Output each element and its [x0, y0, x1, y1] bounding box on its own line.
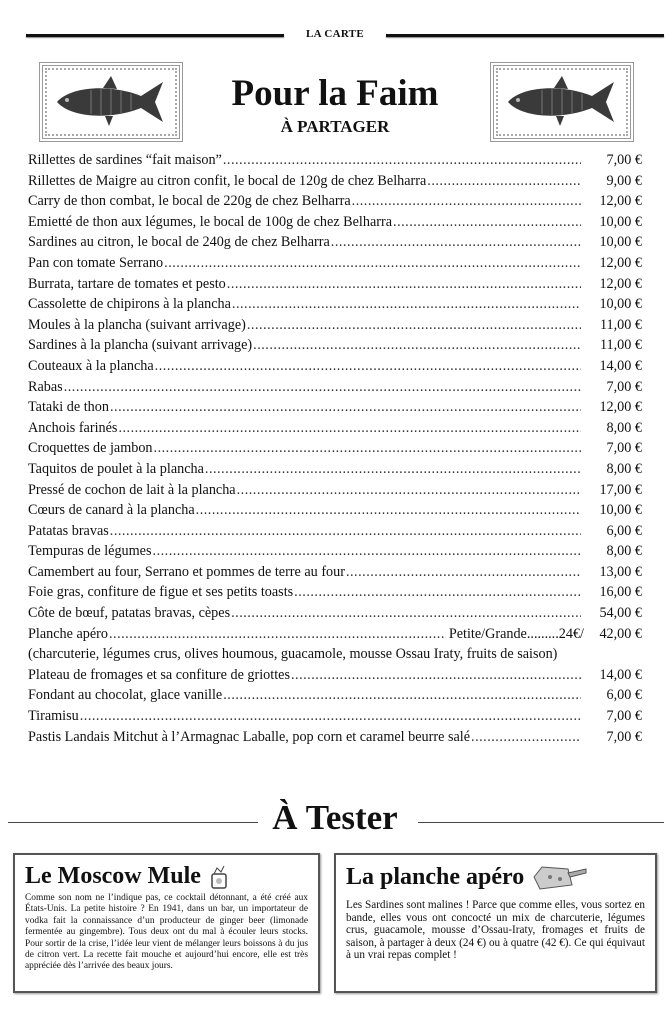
dot-leader [164, 255, 581, 272]
menu-item-price: 10,00 € [599, 213, 642, 230]
page-subtitle: À PARTAGER [280, 117, 390, 136]
menu-item-price: 10,00 € [599, 296, 642, 313]
menu-item [28, 255, 642, 276]
menu-item [28, 317, 642, 338]
moscow-mule-box [13, 853, 320, 993]
dot-leader [205, 461, 581, 478]
menu-item-name: (charcuterie, légumes crus, olives houmous, guacamole, mousse Ossau Iraty, fruits de saison) [28, 646, 558, 663]
dot-leader [247, 317, 581, 334]
dot-leader [80, 708, 581, 725]
menu-item [28, 214, 642, 235]
dot-leader [471, 729, 581, 746]
menu-item-name: Fondant au chocolat, glace vanille [28, 687, 223, 704]
dot-leader [294, 584, 581, 601]
menu-item [28, 193, 642, 214]
box-text: Comme son nom ne l’indique pas, ce cocktail détonnant, a été créé aux États-Unis. La petite histoire ? En 1941, dans un bar, un importateur de vodka fait la connaissance d’un producteur de ginger beer (limonade fermentée au gingembre). Tous deux ont du mal à écouler leurs stocks. Pour sortir de la crise, l’idée leur vient de mélanger leurs boissons à du jus de citron vert. La recette fait mouche et aujourd’hui encore, elle est très appréciée dès l’arrivée des beaux jours. [25, 893, 308, 972]
divider [386, 34, 664, 37]
menu-item [28, 440, 642, 461]
menu-item-name: Sardines à la plancha (suivant arrivage) [28, 337, 253, 354]
page-title: Pour la Faim [231, 73, 439, 114]
menu-item-name: Burrata, tartare de tomates et pesto [28, 275, 226, 292]
dot-leader [154, 440, 581, 457]
menu-item [28, 482, 642, 503]
menu-item-name: Anchois farinés [28, 419, 118, 436]
cheese-board-icon [532, 863, 588, 891]
dot-leader [223, 687, 581, 704]
menu-item-price: 17,00 € [599, 481, 642, 498]
menu-item [28, 584, 642, 605]
menu-item-price: 6,00 € [606, 687, 642, 704]
menu-list [28, 152, 642, 749]
menu-item-name: Sardines au citron, le bocal de 240g de chez Belharra [28, 234, 330, 251]
menu-item-price: 14,00 € [599, 357, 642, 374]
menu-item [28, 296, 642, 317]
menu-item-price: 14,00 € [599, 666, 642, 683]
menu-item-name: Cœurs de canard à la plancha [28, 502, 195, 519]
menu-item-name: Tiramisu [28, 708, 79, 725]
menu-item-price: 7,00 € [606, 708, 642, 725]
dot-leader [291, 667, 581, 684]
menu-item-price: 12,00 € [599, 193, 642, 210]
dot-leader [153, 543, 581, 560]
box-title: La planche apéro [346, 863, 525, 890]
dot-leader [118, 420, 581, 437]
menu-item [28, 461, 642, 482]
menu-item-name: Rillettes de sardines “fait maison” [28, 152, 222, 168]
dot-leader [393, 214, 581, 231]
header-bar [20, 28, 650, 44]
menu-item-size-options: Petite/Grande.........24€/ [448, 625, 584, 642]
menu-item-price: 10,00 € [599, 234, 642, 251]
menu-item-price: 11,00 € [599, 316, 642, 333]
menu-item [28, 729, 642, 750]
menu-item-name: Foie gras, confiture de figue et ses petits toasts [28, 584, 294, 601]
menu-item [28, 626, 642, 647]
menu-item-note [28, 646, 642, 667]
menu-item-price: 12,00 € [599, 254, 642, 271]
menu-item [28, 379, 642, 400]
menu-item-name: Planche apéro [28, 625, 108, 642]
menu-item [28, 502, 642, 523]
menu-item-price: 10,00 € [599, 502, 642, 519]
menu-item [28, 358, 642, 379]
menu-item-name: Emietté de thon aux légumes, le bocal de 100g de chez Belharra [28, 213, 393, 230]
menu-item-price: 16,00 € [599, 584, 642, 601]
dot-leader [110, 523, 581, 540]
menu-item-price: 13,00 € [599, 563, 642, 580]
menu-item-price: 9,00 € [606, 172, 642, 189]
menu-item-name: Tataki de thon [28, 399, 109, 416]
menu-item [28, 173, 642, 194]
menu-item-name: Pan con tomate Serrano [28, 254, 164, 271]
menu-item-name: Tempuras de légumes [28, 543, 152, 560]
dot-leader [237, 482, 581, 499]
dot-leader [155, 358, 581, 375]
dot-leader [196, 502, 581, 519]
menu-item-price: 7,00 € [606, 728, 642, 745]
dot-leader [231, 605, 581, 622]
menu-item-name: Carry de thon combat, le bocal de 220g de chez Belharra [28, 193, 351, 210]
menu-item-name: Cassolette de chipirons à la plancha [28, 296, 231, 313]
dot-leader [223, 152, 581, 169]
cocktail-glass-icon [209, 864, 229, 890]
section-title: À Tester [272, 798, 398, 837]
menu-item [28, 605, 642, 626]
menu-item-price: 54,00 € [599, 605, 642, 622]
planche-apero-box [334, 853, 657, 993]
menu-item [28, 523, 642, 544]
menu-item-price: 42,00 € [599, 625, 642, 642]
menu-item-price: 6,00 € [606, 522, 642, 539]
dot-leader [427, 173, 581, 190]
menu-item-price: 7,00 € [606, 152, 642, 168]
menu-item-price: 8,00 € [606, 419, 642, 436]
dot-leader [232, 296, 581, 313]
menu-item-price: 8,00 € [606, 543, 642, 560]
menu-item-name: Pressé de cochon de lait à la plancha [28, 481, 236, 498]
menu-item-name: Moules à la plancha (suivant arrivage) [28, 316, 246, 333]
menu-item-price: 11,00 € [599, 337, 642, 354]
menu-item [28, 420, 642, 441]
dot-leader [64, 379, 581, 396]
menu-item [28, 337, 642, 358]
menu-item-price: 12,00 € [599, 275, 642, 292]
menu-item-name: Plateau de fromages et sa confiture de griottes [28, 666, 290, 683]
menu-item [28, 152, 642, 173]
dot-leader [346, 564, 581, 581]
dot-leader [227, 276, 581, 293]
menu-item-price: 7,00 € [606, 440, 642, 457]
menu-item-price: 8,00 € [606, 460, 642, 477]
menu-item [28, 687, 642, 708]
menu-item-name: Rabas [28, 378, 63, 395]
menu-item [28, 543, 642, 564]
menu-item-name: Camembert au four, Serrano et pommes de terre au four [28, 563, 345, 580]
menu-item-name: Pastis Landais Mitchut à l’Armagnac Laballe, pop corn et caramel beurre salé [28, 728, 471, 745]
dot-leader [352, 193, 581, 210]
menu-item [28, 399, 642, 420]
dot-leader [110, 399, 581, 416]
menu-item [28, 276, 642, 297]
menu-item [28, 234, 642, 255]
box-text: Les Sardines sont malines ! Parce que comme elles, vous sortez en bande, elles vous ont concocté un mix de charcuterie, légumes crus, guacamole, mousse d’Ossau-Iraty, fromages et fruits de saison, à partager à deux (24 €) ou à quatre (42 €). Ce qui équivaut à un vrai repas complet ! [346, 899, 645, 962]
menu-item-name: Taquitos de poulet à la plancha [28, 460, 204, 477]
menu-item-name: Croquettes de jambon [28, 440, 153, 457]
menu-item-name: Patatas bravas [28, 522, 109, 539]
menu-item [28, 667, 642, 688]
dot-leader [109, 626, 446, 643]
dot-leader [253, 337, 581, 354]
dot-leader [331, 234, 581, 251]
box-title: Le Moscow Mule [25, 863, 201, 889]
divider [418, 822, 664, 823]
menu-item-name: Couteaux à la plancha [28, 357, 154, 374]
menu-item [28, 564, 642, 585]
menu-item-name: Côte de bœuf, patatas bravas, cèpes [28, 605, 231, 622]
menu-item-price: 12,00 € [599, 399, 642, 416]
menu-item [28, 708, 642, 729]
header-label: LA CARTE [306, 28, 364, 40]
menu-item-price: 7,00 € [606, 378, 642, 395]
menu-item-name: Rillettes de Maigre au citron confit, le bocal de 120g de chez Belharra [28, 172, 427, 189]
